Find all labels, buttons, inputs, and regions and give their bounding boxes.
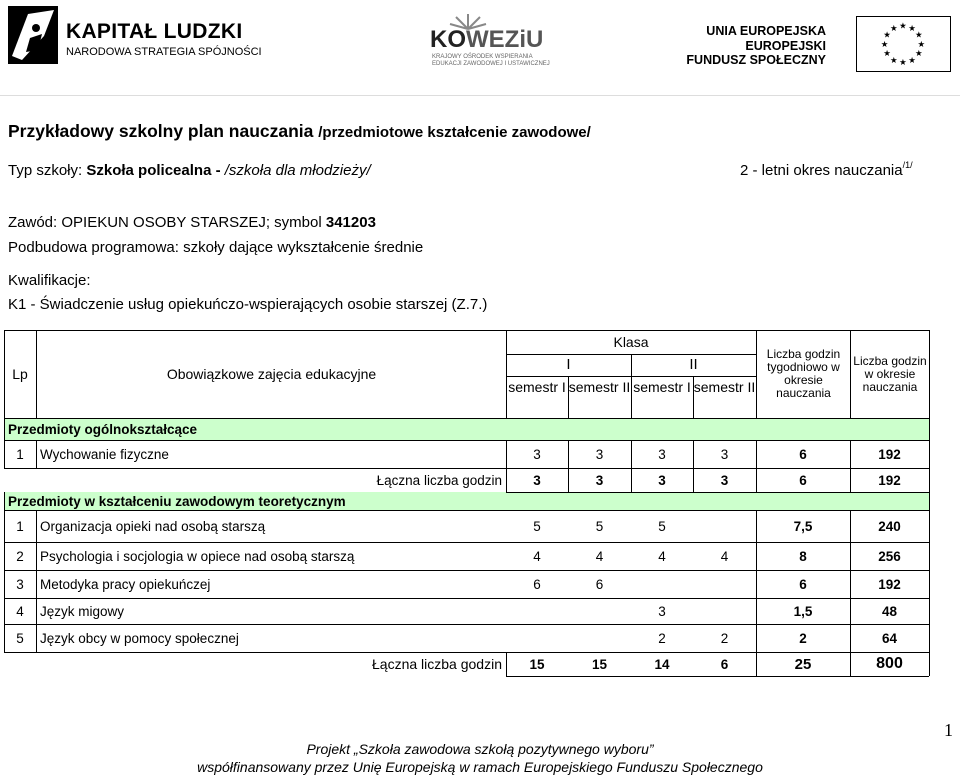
svg-text:★: ★	[880, 38, 889, 49]
vocational-total: 240	[878, 518, 901, 534]
svg-text:★: ★	[899, 57, 907, 68]
vocational-s4	[693, 598, 756, 624]
subtotal-row	[4, 468, 929, 492]
vocational-row	[4, 542, 929, 570]
vocational-s3: 2	[658, 630, 666, 646]
footer-funding: współfinansowany przez Unię Europejską w ramach Europejskiego Funduszu Społecznego	[197, 759, 763, 775]
general-s2: 3	[595, 446, 604, 462]
vocational-row	[4, 570, 929, 598]
grand-total-row	[4, 652, 929, 676]
general-row	[4, 440, 929, 468]
vocational-subject: Metodyka pracy opiekuńczej	[40, 576, 211, 592]
vocational-weekly: 1,5	[793, 603, 813, 619]
grand-total-weekly: 25	[794, 655, 812, 673]
vocational-total: 256	[878, 548, 901, 564]
header-sem-3: semestr I	[633, 379, 691, 395]
vocational-s1	[506, 598, 568, 624]
subtotal-s2: 3	[595, 472, 604, 488]
vocational-row	[4, 510, 929, 542]
kapital-ludzki-subtitle: NARODOWA STRATEGIA SPÓJNOŚCI	[66, 46, 262, 58]
header-total: Liczba godzin w okresie nauczania	[850, 330, 929, 418]
section-vocational-label: Przedmioty w kształceniu zawodowym teoretycznym	[8, 493, 346, 509]
header-class-1: I	[566, 356, 571, 373]
header-sem-4: semestr II	[693, 379, 756, 395]
koweziu-logo	[430, 12, 560, 68]
header-lp: Lp	[12, 366, 28, 382]
footer-project: Projekt „Szkoła zawodowa szkołą pozytywnego wyboru”	[306, 741, 654, 757]
vocational-s2	[568, 624, 631, 652]
header-subjects: Obowiązkowe zajęcia edukacyjne	[36, 330, 506, 418]
general-s3: 3	[658, 446, 666, 462]
vocational-total: 48	[881, 603, 898, 619]
section-vocational	[4, 492, 929, 510]
table-header	[4, 330, 929, 418]
svg-text:★: ★	[883, 48, 892, 59]
grand-total-label: Łączna liczba godzin	[372, 656, 502, 672]
vocational-lp: 4	[16, 603, 24, 619]
svg-text:★: ★	[915, 29, 923, 40]
svg-text:★: ★	[889, 54, 898, 65]
page-number: 1	[944, 720, 953, 740]
vocational-s1: 5	[533, 518, 541, 534]
koweziu-title: KOWEZiU	[430, 26, 544, 53]
svg-text:★: ★	[908, 54, 917, 65]
kapital-ludzki-logo	[8, 6, 262, 66]
vocational-lp: 1	[16, 518, 24, 534]
subtotal-s1: 3	[533, 472, 541, 488]
header-class-2: II	[689, 356, 698, 373]
vocational-s3: 5	[658, 518, 666, 534]
header-klasa: Klasa	[613, 334, 649, 350]
general-subject: Wychowanie fizyczne	[40, 446, 169, 462]
general-lp: 1	[16, 446, 24, 462]
vocational-total: 192	[878, 576, 901, 592]
vocational-lp: 5	[16, 630, 24, 646]
vocational-s1: 6	[533, 576, 541, 592]
vocational-s4	[693, 570, 756, 598]
vocational-subject: Organizacja opieki nad osobą starszą	[40, 518, 266, 534]
subtotal-total: 192	[878, 472, 901, 488]
subtotal-s4: 3	[720, 472, 729, 488]
svg-text:★: ★	[899, 20, 907, 31]
vocational-lp: 3	[16, 576, 24, 592]
vocational-row	[4, 598, 929, 624]
vocational-subject: Język obcy w pomocy społecznej	[40, 630, 239, 646]
general-total: 192	[878, 446, 901, 462]
vocational-s2: 4	[595, 548, 604, 564]
grand-total-total: 800	[876, 655, 903, 672]
header-sem-2: semestr II	[568, 379, 631, 395]
subtotal-label: Łączna liczba godzin	[376, 472, 502, 488]
qualification-k1: K1 - Świadczenie usług opiekuńczo-wspierających osobie starszej (Z.7.)	[8, 296, 488, 313]
teaching-period: 2 - letni okres nauczania$^{/1/}$	[740, 160, 913, 179]
general-weekly: 6	[799, 446, 807, 462]
vocational-subject: Psychologia i socjologia w opiece nad osobą starszą	[40, 548, 355, 564]
vocational-s3	[631, 570, 693, 598]
subtotal-weekly: 6	[799, 472, 807, 488]
vocational-row	[4, 624, 929, 652]
vocational-weekly: 7,5	[793, 518, 813, 534]
general-s4: 3	[720, 446, 729, 462]
vocational-weekly: 6	[799, 576, 807, 592]
vocational-s2	[568, 598, 631, 624]
vocational-s3: 4	[658, 548, 666, 564]
school-type: Typ szkoły: Szkoła policealna - /szkoła dla młodzieży/	[8, 162, 371, 179]
vocational-s2: 5	[595, 518, 604, 534]
grand-total-s1: 15	[529, 656, 545, 672]
subtotal-s3: 3	[658, 472, 666, 488]
svg-text:★: ★	[889, 23, 898, 34]
vocational-lp: 2	[16, 548, 24, 564]
prerequisite: Podbudowa programowa: szkoły dające wykształcenie średnie	[8, 239, 424, 256]
page-title: Przykładowy szkolny plan nauczania /przedmiotowe kształcenie zawodowe/	[8, 121, 591, 141]
profession: Zawód: OPIEKUN OSOBY STARSZEJ; symbol 341203	[8, 214, 376, 231]
vocational-s4: 2	[720, 630, 729, 646]
kapital-ludzki-emblem-icon	[8, 6, 58, 64]
svg-text:★: ★	[915, 48, 923, 59]
eu-flag-icon	[856, 16, 951, 72]
vocational-s1: 4	[533, 548, 541, 564]
header-sem-1: semestr I	[508, 379, 566, 395]
svg-text:★: ★	[917, 38, 926, 49]
vocational-s1	[506, 624, 568, 652]
vocational-weekly: 2	[799, 630, 807, 646]
eu-text: UNIA EUROPEJSKA EUROPEJSKI FUNDUSZ SPOŁECZNY	[686, 24, 826, 67]
grand-total-s2: 15	[591, 656, 608, 672]
section-general	[4, 418, 929, 440]
vocational-weekly: 8	[799, 548, 807, 564]
header-divider	[0, 95, 960, 96]
grand-total-s4: 6	[720, 656, 729, 672]
general-s1: 3	[533, 446, 541, 462]
vocational-s3: 3	[658, 603, 666, 619]
vocational-subject: Język migowy	[40, 603, 125, 619]
kapital-ludzki-title: KAPITAŁ LUDZKI	[66, 20, 243, 43]
vocational-s4	[693, 510, 756, 542]
grand-total-s3: 14	[654, 656, 670, 672]
header-weekly: Liczba godzin tygodniowo w okresie nauczania	[756, 330, 850, 418]
svg-text:★: ★	[908, 23, 917, 34]
koweziu-subtitle: KRAJOWY OŚRODEK WSPIERANIA EDUKACJI ZAWODOWEJ I USTAWICZNEJ	[432, 54, 550, 67]
qualifications-label: Kwalifikacje:	[8, 272, 91, 289]
vocational-s2: 6	[595, 576, 604, 592]
svg-text:★: ★	[883, 29, 892, 40]
section-general-label: Przedmioty ogólnokształcące	[8, 421, 198, 437]
vocational-total: 64	[881, 630, 898, 646]
vocational-s4: 4	[720, 548, 729, 564]
eu-logo	[686, 14, 956, 74]
